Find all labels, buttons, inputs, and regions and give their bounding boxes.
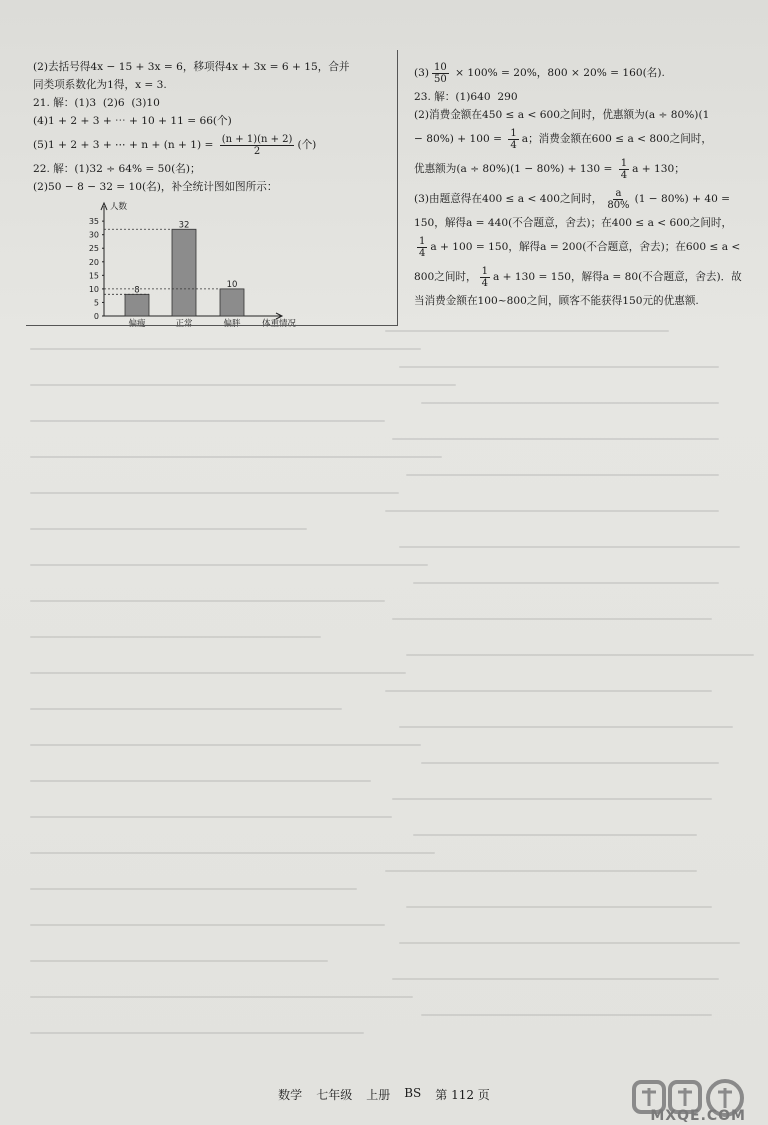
answer-line <box>414 88 749 106</box>
fraction-numerator: 10 <box>434 61 447 73</box>
section-divider <box>26 325 398 326</box>
weight-bar-chart <box>78 200 318 328</box>
answer-line <box>33 178 383 196</box>
answer-line <box>33 112 383 130</box>
answer-line <box>414 58 749 88</box>
fraction <box>508 128 518 151</box>
answer-text: (个) <box>297 139 317 151</box>
fraction <box>619 158 629 181</box>
y-axis-label: 人数 <box>110 202 128 212</box>
answer-text: 150，解得a = 440(不合题意，舍去)；在400 ≤ a < 600之间时， <box>414 217 733 229</box>
answer-text: 同类项系数化为1得，x = 3. <box>33 79 167 91</box>
answer-text: a + 130 = 150，解得a = 80(不合题意，舍去)．故 <box>492 271 742 283</box>
answer-text: (1 − 80%) + 40 = <box>634 193 731 205</box>
y-tick-label: 35 <box>88 217 99 227</box>
answer-text: 800之间时， <box>414 271 477 283</box>
footer-page-number: 第 112 页 <box>435 1088 490 1102</box>
fraction-numerator: 1 <box>620 157 628 169</box>
right-column <box>414 58 749 310</box>
fraction-denominator: 4 <box>481 277 488 289</box>
answer-line <box>33 94 383 112</box>
answer-line <box>414 232 749 262</box>
answer-text: 优惠额为(a ÷ 80%)(1 − 80%) + 130 = <box>414 163 616 175</box>
answer-text: (3) <box>414 67 430 79</box>
left-column <box>33 58 383 196</box>
answer-text: (4)1 + 2 + 3 + ⋯ + 10 + 11 = 66(个) <box>33 115 232 127</box>
y-tick-label: 15 <box>88 271 99 281</box>
answer-line <box>33 130 383 160</box>
fraction-numerator: (n + 1)(n + 2) <box>221 133 293 145</box>
column-divider <box>397 50 398 325</box>
answer-text: (5)1 + 2 + 3 + ⋯ + n + (n + 1) = <box>33 139 217 151</box>
fraction-denominator: 80% <box>607 199 630 211</box>
answer-text: (2)消费金额在450 ≤ a < 600之间时，优惠额为(a ÷ 80%)(1 <box>414 109 710 121</box>
category-label: 正常 <box>175 319 193 328</box>
bar-value-label: 32 <box>178 220 190 231</box>
answer-text: 21. 解：(1)3 (2)6 (3)10 <box>33 97 160 109</box>
footer-edition: BS <box>404 1086 422 1100</box>
watermark-text: MXQE.COM <box>650 1108 746 1124</box>
answer-text: a + 100 = 150，解得a = 200(不合题意，舍去)；在600 ≤ a < <box>430 241 741 253</box>
answer-line <box>414 154 749 184</box>
bar-value-label: 8 <box>134 285 140 296</box>
y-tick-label: 5 <box>93 298 99 308</box>
fraction-numerator: 1 <box>510 127 517 139</box>
fraction-numerator: 1 <box>419 235 426 247</box>
answer-text: × 100% = 20%，800 × 20% = 160(名). <box>451 67 665 79</box>
answer-text: (3)由题意得在400 ≤ a < 400之间时， <box>414 193 603 205</box>
fraction-numerator: 1 <box>481 265 488 277</box>
answer-text: a + 130； <box>632 163 685 175</box>
answer-text: 当消费金额在100~800之间，顾客不能获得150元的优惠额. <box>414 295 699 307</box>
fraction-denominator: 2 <box>253 145 261 157</box>
answer-text: a；消费金额在600 ≤ a < 800之间时， <box>521 133 712 145</box>
fraction <box>417 236 427 259</box>
footer-subject: 数学 <box>278 1088 303 1102</box>
fraction-denominator: 4 <box>419 247 426 259</box>
bar-chart-svg <box>78 200 318 328</box>
answer-text: 23. 解：(1)640 290 <box>414 91 518 103</box>
answer-line <box>414 214 749 232</box>
answer-text: − 80%) + 100 = <box>414 133 506 145</box>
bleed-through-text <box>30 330 740 1070</box>
y-tick-label: 20 <box>88 257 99 267</box>
answer-text: (2)去括号得4x − 15 + 3x = 6，移项得4x + 3x = 6 + 15，合并 <box>33 61 350 73</box>
bar-偏胖 <box>220 289 244 316</box>
answer-line <box>414 184 749 214</box>
category-label: 偏胖 <box>223 319 241 328</box>
answer-line <box>33 58 383 76</box>
footer-grade: 七年级 <box>316 1088 353 1102</box>
answer-line <box>414 106 749 124</box>
answer-line <box>414 292 749 310</box>
bar-value-label: 10 <box>226 279 238 290</box>
category-label: 偏瘦 <box>128 319 146 328</box>
fraction <box>605 188 631 211</box>
answer-line <box>414 262 749 292</box>
answer-line <box>33 76 383 94</box>
answer-line <box>414 124 749 154</box>
y-tick-label: 25 <box>88 244 99 254</box>
fraction <box>432 62 449 85</box>
answer-text: (2)50 − 8 − 32 = 10(名)，补全统计图如图所示： <box>33 181 278 193</box>
fraction-numerator: a <box>615 187 622 199</box>
fraction-denominator: 4 <box>510 139 517 151</box>
y-tick-label: 30 <box>88 230 99 240</box>
bar-偏瘦 <box>125 294 149 316</box>
y-tick-label: 10 <box>88 284 99 294</box>
fraction <box>480 266 490 289</box>
footer-volume: 上册 <box>366 1088 391 1102</box>
answer-text: 22. 解：(1)32 ÷ 64% = 50(名)； <box>33 163 201 175</box>
answer-line <box>33 160 383 178</box>
fraction-denominator: 50 <box>434 73 447 85</box>
fraction-denominator: 4 <box>620 169 628 181</box>
bar-正常 <box>172 229 196 316</box>
y-tick-label: 0 <box>93 312 99 321</box>
fraction <box>220 134 295 157</box>
x-axis-label: 体重情况 <box>262 319 297 328</box>
